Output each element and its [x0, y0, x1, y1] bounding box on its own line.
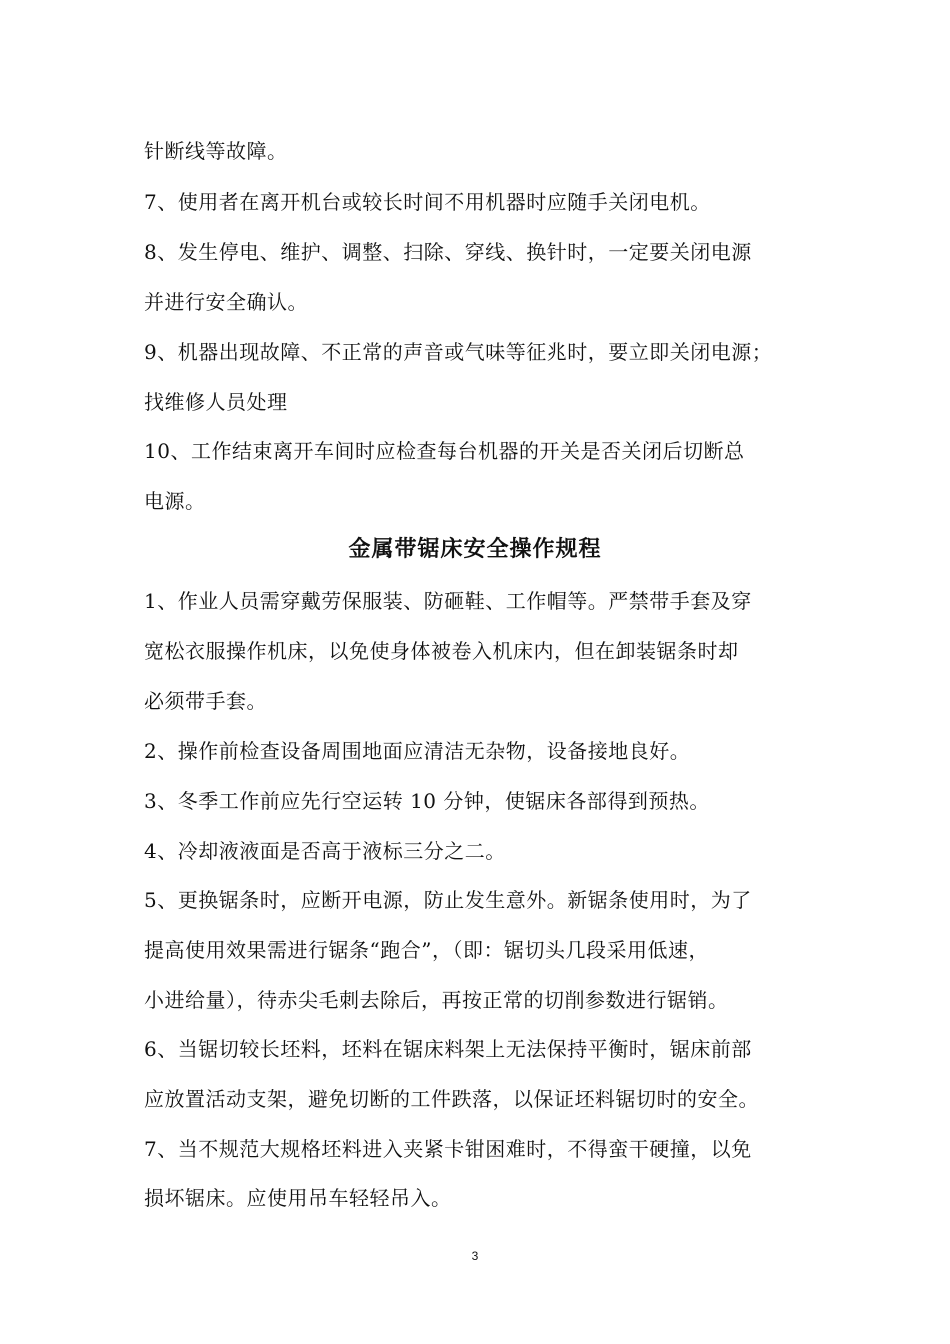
text-line: 7、当不规范大规格坯料进入夹紧卡钳困难时，不得蛮干硬撞，以免: [144, 1137, 752, 1161]
text-line: 3、冬季工作前应先行空运转 10 分钟，使锯床各部得到预热。: [144, 789, 710, 813]
text-line: 8、发生停电、维护、调整、扫除、穿线、换针时，一定要关闭电源: [144, 240, 752, 264]
text-line: 并进行安全确认。: [144, 290, 308, 314]
page-number: 3: [471, 1249, 479, 1263]
text-line: 必须带手套。: [144, 689, 267, 713]
text-line: 2、操作前检查设备周围地面应清洁无杂物，设备接地良好。: [144, 739, 691, 763]
text-line: 应放置活动支架，避免切断的工件跌落，以保证坯料锯切时的安全。: [144, 1087, 759, 1111]
text-line: 电源。: [144, 489, 206, 513]
text-line: 4、冷却液液面是否高于液标三分之二。: [144, 839, 506, 863]
text-line: 6、当锯切较长坯料，坯料在锯床料架上无法保持平衡时，锯床前部: [144, 1037, 752, 1061]
text-line: 7、使用者在离开机台或较长时间不用机器时应随手关闭电机。: [144, 190, 711, 214]
text-line: 1、作业人员需穿戴劳保服装、防砸鞋、工作帽等。严禁带手套及穿: [144, 589, 752, 613]
text-line: 提高使用效果需进行锯条“跑合”，（即：锯切头几段采用低速，: [144, 938, 709, 962]
text-line: 损坏锯床。应使用吊车轻轻吊入。: [144, 1186, 452, 1210]
text-line: 找维修人员处理: [144, 390, 288, 414]
text-line: 10、工作结束离开车间时应检查每台机器的开关是否关闭后切断总: [144, 439, 745, 463]
text-line: 针断线等故障。: [144, 139, 288, 163]
section-title: 金属带锯床安全操作规程: [348, 537, 602, 562]
text-line: 小进给量），待赤尖毛刺去除后，再按正常的切削参数进行锯销。: [144, 988, 729, 1012]
text-line: 9、机器出现故障、不正常的声音或气味等征兆时，要立即关闭电源；: [144, 340, 773, 364]
text-line: 5、更换锯条时，应断开电源，防止发生意外。新锯条使用时，为了: [144, 888, 752, 912]
text-line: 宽松衣服操作机床，以免使身体被卷入机床内，但在卸装锯条时却: [144, 639, 739, 663]
